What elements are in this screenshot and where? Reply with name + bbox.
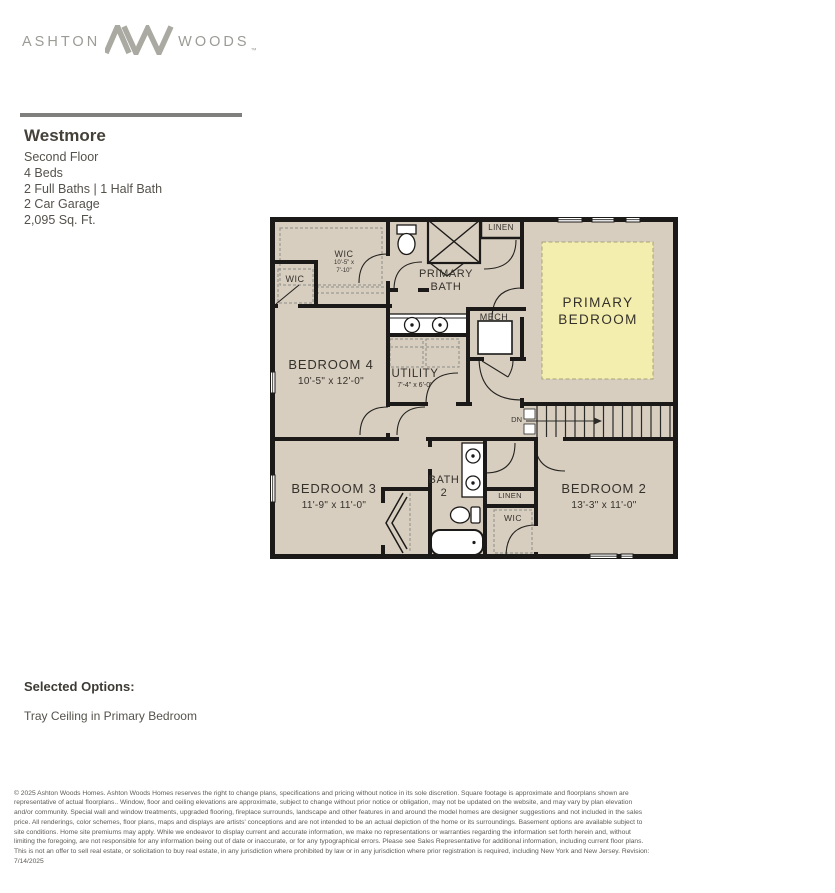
floor-label: Second Floor [24,150,99,164]
vanity-primary [389,314,467,334]
bathtub [431,530,483,555]
room-label-primary-bedroom: PRIMARY BEDROOM [558,295,638,327]
stairs-dn-label: DN [511,415,522,424]
spec-sqft: 2,095 Sq. Ft. [24,213,96,228]
trademark-symbol: ™ [250,48,257,54]
vanity-bath2 [462,443,484,497]
header-divider [20,113,242,117]
floor-plan [270,217,678,559]
spec-beds: 4 Beds [24,165,63,180]
brand-word-woods: WOODS [178,34,250,50]
plan-specs [24,150,162,229]
selected-options-heading: Selected Options: [24,679,135,694]
brand-logo [22,24,257,60]
room-label-utility: UTILITY 7'-4" x 6'-0" [391,368,439,389]
toilet-primary [397,225,416,234]
room-label-bath2: BATH 2 [428,474,460,499]
room-label-wic-primary: WIC 10'-5" x 7'-10" [334,249,354,274]
plan-name: Westmore [24,126,106,145]
room-label-mech: MECH [479,312,509,322]
room-label-wic-hall: WIC [285,274,305,284]
mech-unit [478,321,512,354]
legal-disclaimer: © 2025 Ashton Woods Homes. Ashton Woods Homes reserves the right to change plans, specifications and pricing without notice in its sole discretion. Square footage is approximate and floorplans shown are representative of actual floorplans.. Window, floor and ceiling elevations are approximate, subject to change without prior notice or obligation, may not be updated on the website, and may vary by plan elevation and/or community. Special wall and window treatments, upgraded flooring, fireplace surrounds, landscape and other features in and around the model homes are designer suggestions and not included in the sales price. All renderings, color schemes, floor plans, maps and displays are artists' conceptions and are not intended to be an actual depiction of the home or its surroundings. Basement options are available subject to site conditions. Home site premiums may apply. While we endeavor to display current and accurate information, we make no representations or warranties regarding the information set forth herein and, without limiting the foregoing, are not responsible for any information being out of date or inaccurate, or for any typographical errors. Please see Sales Representative for additional information, including current floor plans. This is not an offer to sell real estate, or solicitation to buy real estate, in any jurisdiction where prohibited by law or in any jurisdiction where prior registration is required, including New York and New Jersey. Revision: 7/14/2025 [14,789,650,865]
room-label-bedroom3: BEDROOM 3 11'-9" x 11'-0" [291,481,377,511]
selected-option-item: Tray Ceiling in Primary Bedroom [24,709,197,723]
room-label-bedroom4: BEDROOM 4 10'-5" x 12'-0" [288,357,374,387]
toilet-bath2 [451,507,481,523]
room-label-primary-bath: PRIMARY BATH [418,268,474,293]
room-label-wic-bedroom2: WIC [503,513,523,523]
brand-word-ashton: ASHTON [22,34,101,50]
spec-garage: 2 Car Garage [24,197,100,212]
room-label-linen-hall: LINEN [498,491,522,500]
room-label-linen-bath: LINEN [488,223,514,232]
aw-monogram-icon [105,25,175,60]
spec-baths: 2 Full Baths | 1 Half Bath [24,181,163,196]
room-label-bedroom2: BEDROOM 2 13'-3" x 11'-0" [561,481,647,511]
